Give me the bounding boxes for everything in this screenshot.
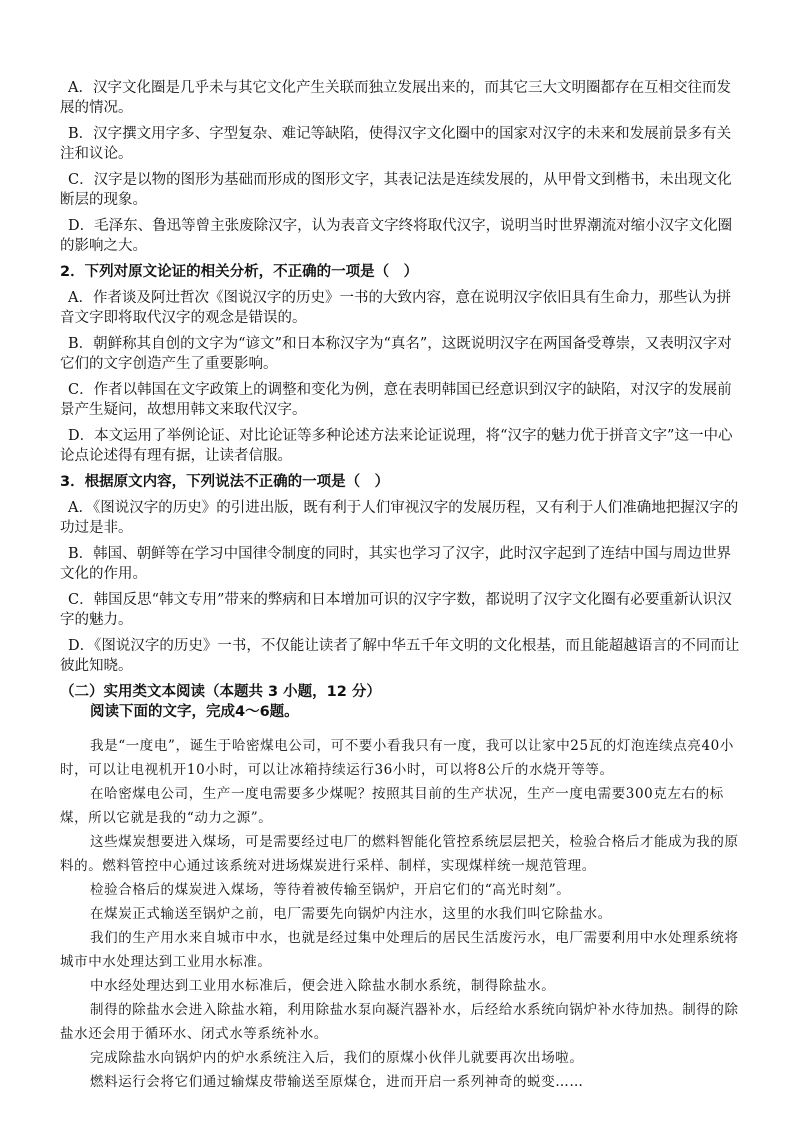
- q3-stem: 3．根据原文内容，下列说法不正确的一项是（ ）: [60, 474, 390, 490]
- q1-option-d: D．毛泽东、鲁迅等曾主张废除汉字，认为表音文字终将取代汉字，说明当时世界潮流对缩小汉字文化圈的影响之大。: [60, 218, 733, 254]
- q3-option-b: B．韩国、朝鲜等在学习中国律令制度的同时，其实也学习了汉字，此时汉字起到了连结中国与周边世界文化的作用。: [60, 546, 732, 582]
- article-paragraph: 完成除盐水向锅炉内的炉水系统注入后，我们的原煤小伙伴儿就要再次出场啦。: [90, 1050, 584, 1066]
- article-paragraph: 我是“一度电”，诞生于哈密煤电公司，可不要小看我只有一度，我可以让家中25瓦的灯泡连续点亮40小时，可以让电视机开10小时，可以让冰箱持续运行36小时，可以将8公斤的水烧开等等。: [60, 738, 734, 778]
- article-paragraph: 在哈密煤电公司，生产一度电需要多少煤呢？按照其目前的生产状况，生产一度电需要300克左右的标煤，所以它就是我的“动力之源”。: [60, 786, 724, 826]
- q2-option-a: A．作者谈及阿辻哲次《图说汉字的历史》一书的大致内容，意在说明汉字依旧具有生命力，那些认为拼音文字即将取代汉字的观念是错误的。: [60, 290, 731, 326]
- q2-option-b: B．朝鲜称其自创的文字为“谚文”和日本称汉字为“真名”，这既说明汉字在两国备受尊崇，又表明汉字对它们的文字创造产生了重要影响。: [60, 336, 732, 372]
- q3-option-a: A．《图说汉字的历史》的引进出版，既有利于人们审视汉字的发展历程，又有利于人们准确地把握汉字的功过是非。: [60, 500, 739, 536]
- article-paragraph: 这些煤炭想要进入煤场，可是需要经过电厂的燃料智能化管控系统层层把关，检验合格后才能成为我的原料的。燃料管控中心通过该系统对进场煤炭进行采样、制样，实现煤样统一规范管理。: [60, 834, 739, 874]
- q2-stem: 2．下列对原文论证的相关分析，不正确的一项是（ ）: [60, 264, 419, 280]
- q1-option-c: C．汉字是以物的图形为基础而形成的图形文字，其表记法是连续发展的，从甲骨文到楷书，未出现文化断层的现象。: [60, 172, 732, 208]
- q3-option-c: C．韩国反思“韩文专用”带来的弊病和日本增加可识的汉字字数，都说明了汉字文化圈有必要重新认识汉字的魅力。: [60, 592, 732, 628]
- section-instruction: 阅读下面的文字，完成4～6题。: [90, 704, 299, 720]
- article-paragraph: 燃料运行会将它们通过输煤皮带输送至原煤仓，进而开启一系列神奇的蜕变……: [90, 1074, 584, 1090]
- exam-page: [60, 78, 740, 1094]
- article-paragraph: 在煤炭正式输送至锅炉之前，电厂需要先向锅炉内注水，这里的水我们叫它除盐水。: [90, 906, 612, 922]
- article-paragraph: 制得的除盐水会进入除盐水箱，利用除盐水泵向凝汽器补水，后经给水系统向锅炉补水待加热。制得的除盐水还会用于循环水、闭式水等系统补水。: [60, 1002, 739, 1042]
- q3-option-d: D．《图说汉字的历史》一书，不仅能让读者了解中华五千年文明的文化根基，而且能超越语言的不同而让彼此知晓。: [60, 638, 740, 674]
- q2-option-d: D．本文运用了举例论证、对比论证等多种论述方法来论证说理，将“汉字的魅力优于拼音文字”这一中心论点论述得有理有据，让读者信服。: [60, 428, 733, 464]
- article-paragraph: 检验合格后的煤炭进入煤场，等待着被传输至锅炉，开启它们的“高光时刻”。: [90, 882, 571, 898]
- article-paragraph: 中水经处理达到工业用水标准后，便会进入除盐水制水系统，制得除盐水。: [90, 978, 556, 994]
- article: [60, 734, 740, 1094]
- q1-option-a: A．汉字文化圈是几乎未与其它文化产生关联而独立发展出来的，而其它三大文明圈都存在互相交往而发展的情况。: [60, 80, 731, 116]
- section-title: （二）实用类文本阅读（本题共 3 小题，12 分）: [60, 684, 381, 700]
- q1-option-b: B．汉字撰文用字多、字型复杂、难记等缺陷，使得汉字文化圈中的国家对汉字的未来和发展前景多有关注和议论。: [60, 126, 732, 162]
- article-paragraph: 我们的生产用水来自城市中水，也就是经过集中处理后的居民生活废污水，电厂需要利用中水处理系统将城市中水处理达到工业用水标准。: [60, 930, 739, 970]
- q2-option-c: C．作者以韩国在文字政策上的调整和变化为例，意在表明韩国已经意识到汉字的缺陷，对汉字的发展前景产生疑问，故想用韩文来取代汉字。: [60, 382, 732, 418]
